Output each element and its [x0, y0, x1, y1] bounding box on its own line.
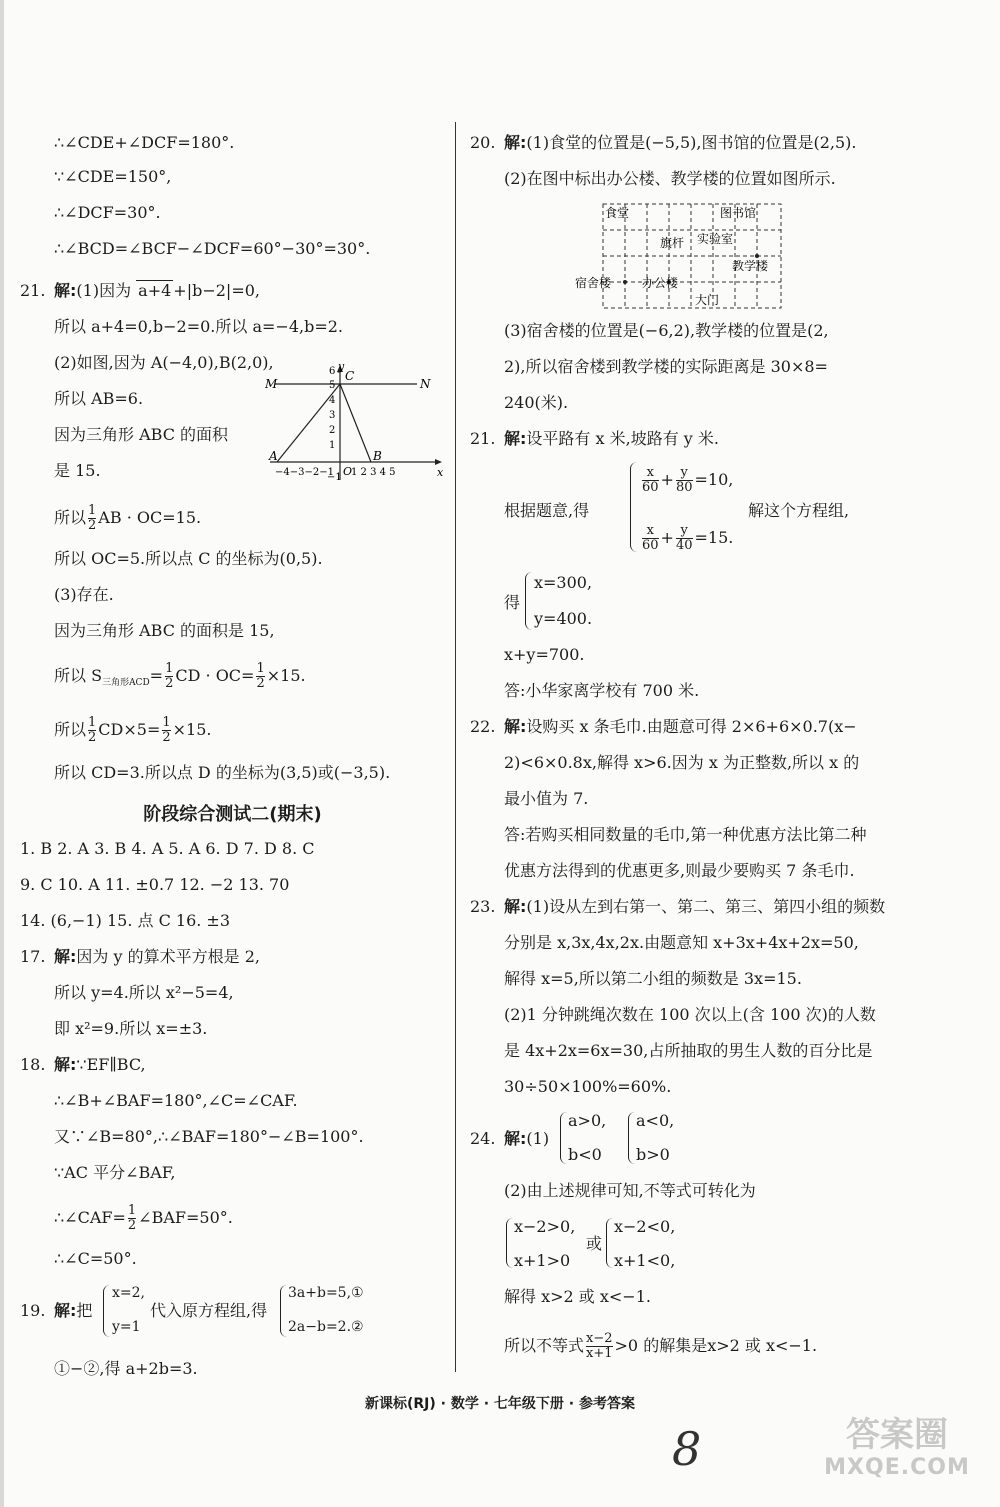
text-line: 根据题意,得 — [504, 501, 590, 520]
watermark-logo: 答案圈 MXQE.COM — [824, 1415, 970, 1480]
graph-label-A: A — [269, 449, 278, 463]
text-line: ∴∠CAF= $\frac{1}{2}$ ∠BAF=50°. — [54, 1203, 233, 1233]
question-number: 17. — [20, 947, 46, 966]
text-line: (2)由上述规律可知,不等式可转化为 — [504, 1181, 756, 1200]
text-line: 解:设购买 x 条毛巾.由题意可得 2×6+6×0.7(x− — [504, 717, 857, 736]
text-line: 解:因为 y 的算术平方根是 2, — [54, 947, 260, 966]
fraction: $\frac{1}{2}$ — [165, 661, 174, 691]
question-number: 24. — [470, 1129, 496, 1148]
text-line: 解:(1)设从左到右第一、第二、第三、第四小组的频数 — [504, 897, 886, 916]
map-label-library: 图书馆 — [720, 206, 757, 220]
text-line: (2)如图,因为 A(−4,0),B(2,0), — [54, 353, 274, 372]
text-line: ∴∠DCF=30°. — [54, 203, 161, 222]
text-line: 解:∵EF∥BC, — [54, 1055, 146, 1074]
text-line: (3)存在. — [54, 585, 114, 604]
fraction: $\frac{1}{2}$ — [88, 715, 97, 745]
equation: x+1>0 — [514, 1251, 571, 1270]
question-number: 19. — [20, 1301, 46, 1320]
graph-y-tick: 6 — [329, 366, 336, 377]
fraction: $\frac{1}{2}$ — [127, 1203, 137, 1233]
text-line: 所以 CD=3.所以点 D 的坐标为(3,5)或(−3,5). — [54, 763, 391, 782]
text-line: 代入原方程组,得 — [150, 1301, 268, 1320]
map-label-gate: 大门 — [695, 293, 720, 307]
campus-grid-map — [575, 200, 795, 312]
brace — [630, 462, 637, 552]
map-label-dorm: 宿舍楼 — [575, 276, 612, 290]
text-line: 解:(1)食堂的位置是(−5,5),图书馆的位置是(2,5). — [504, 133, 857, 152]
equation: 2a−b=2.② — [288, 1319, 364, 1335]
brace — [280, 1285, 287, 1337]
text-line: 分别是 x,3x,4x,2x.由题意知 x+3x+4x+2x=50, — [504, 933, 859, 952]
graph-x-ticks-pos: 1 2 3 4 5 — [351, 467, 396, 478]
fraction: $\frac{1}{2}$ — [162, 715, 171, 745]
brace — [506, 1218, 513, 1268]
graph-x-label: x — [437, 466, 444, 479]
graph-x-ticks-neg: −4−3−2−1 — [275, 467, 334, 478]
text-line: (2)在图中标出办公楼、教学楼的位置如图所示. — [504, 169, 836, 188]
text-line: 又∵∠B=80°,∴∠BAF=180°−∠B=100°. — [54, 1127, 364, 1146]
text-line: (2)1 分钟跳绳次数在 100 次以上(含 100 次)的人数 — [504, 1005, 876, 1024]
answer-line: 9. C 10. A 11. ±0.7 12. −2 13. 70 — [20, 875, 290, 894]
text-line: (3)宿舍楼的位置是(−6,2),教学楼的位置是(2, — [504, 321, 829, 340]
text-line: 优惠方法得到的优惠更多,则最少要购买 7 条毛巾. — [504, 861, 855, 880]
equation: 3a+b=5,① — [288, 1285, 364, 1301]
fraction: $\frac{1}{2}$ — [88, 503, 97, 533]
text-line: 或 — [586, 1234, 603, 1253]
column-divider — [455, 122, 456, 1372]
text-line: 因为三角形 ABC 的面积是 15, — [54, 621, 275, 640]
text-line: 30÷50×100%=60%. — [504, 1077, 672, 1096]
text-line: 解:(1)因为 a+4 +|b−2|=0, — [54, 281, 260, 300]
text-line: ①−②,得 a+2b=3. — [54, 1359, 198, 1378]
text-line: 即 x²=9.所以 x=±3. — [54, 1019, 208, 1038]
fraction: $\frac{1}{2}$ — [256, 661, 265, 691]
equation: b>0 — [636, 1145, 670, 1164]
question-number: 23. — [470, 897, 496, 916]
text-line: 是 4x+2x=6x=30,占所抽取的男生人数的百分比是 — [504, 1041, 873, 1060]
text-line: 所以 y=4.所以 x²−5=4, — [54, 983, 234, 1002]
question-number: 21. — [20, 281, 46, 300]
brace — [560, 1112, 567, 1164]
text-line: 答:若购买相同数量的毛巾,第一种优惠方法比第二种 — [504, 825, 867, 844]
text-line: 答:小华家离学校有 700 米. — [504, 681, 700, 700]
graph-label-C: C — [345, 369, 355, 383]
section-title: 阶段综合测试二(期末) — [143, 804, 322, 825]
equation: y=400. — [534, 609, 593, 628]
page-number: 8 — [672, 1422, 702, 1476]
equation: x=2, — [112, 1285, 145, 1301]
graph-y-tick: 3 — [329, 410, 336, 421]
question-number: 20. — [470, 133, 496, 152]
binding-edge — [0, 0, 4, 1507]
text-line: 所以不等式 $\frac{x-2}{x+1}$ >0 的解集是x>2 或 x<−1. — [504, 1331, 818, 1361]
graph-label-N: N — [420, 377, 431, 391]
text-line: ∴∠BCD=∠BCF−∠DCF=60°−30°=30°. — [54, 239, 371, 258]
equation: $\frac{x}{60}$ + $\frac{y}{80}$ =10, — [642, 465, 734, 495]
answer-line: 14. (6,−1) 15. 点 C 16. ±3 — [20, 911, 231, 930]
graph-label-O: O — [343, 465, 353, 478]
equation: x−2>0, — [514, 1217, 576, 1236]
text-line: 240(米). — [504, 393, 569, 412]
text-line: 解:设平路有 x 米,坡路有 y 米. — [504, 429, 719, 448]
coordinate-graph — [265, 362, 445, 487]
equation: a>0, — [568, 1111, 607, 1130]
graph-y-tick: −1 — [327, 472, 342, 483]
map-label-teaching: 教学楼 — [732, 259, 769, 273]
brace — [606, 1218, 613, 1268]
equation: y=1 — [112, 1319, 141, 1335]
text-line: ∴∠B+∠BAF=180°,∠C=∠CAF. — [54, 1091, 298, 1110]
text-line: 是 15. — [54, 461, 101, 480]
text-line: 解得 x=5,所以第二小组的频数是 3x=15. — [504, 969, 802, 988]
text-line: 所以 $\frac{1}{2}$ CD×5= $\frac{1}{2}$ ×15. — [54, 715, 212, 745]
text-line: ∴∠CDE+∠DCF=180°. — [54, 133, 235, 152]
text-line: 所以 a+4=0,b−2=0.所以 a=−4,b=2. — [54, 317, 344, 336]
text-line: 所以 AB=6. — [54, 389, 144, 408]
answer-line: 1. B 2. A 3. B 4. A 5. A 6. D 7. D 8. C — [20, 839, 315, 858]
map-label-lab: 实验室 — [697, 232, 734, 246]
equation: x+1<0, — [614, 1251, 676, 1270]
graph-y-tick: 1 — [329, 440, 336, 451]
text-line: ∵AC 平分∠BAF, — [54, 1163, 176, 1182]
brace — [628, 1112, 635, 1164]
page-footer: 新课标(RJ) · 数学 · 七年级下册 · 参考答案 — [365, 1396, 635, 1412]
equation: $\frac{x}{60}$ + $\frac{y}{40}$ =15. — [642, 523, 734, 553]
text-line: ∵∠CDE=150°, — [54, 167, 172, 186]
text-line: 解得 x>2 或 x<−1. — [504, 1287, 651, 1306]
equation: x=300, — [534, 573, 593, 592]
map-label-canteen: 食堂 — [605, 206, 630, 220]
text-line: 所以 OC=5.所以点 C 的坐标为(0,5). — [54, 549, 323, 568]
text-line: 最小值为 7. — [504, 789, 589, 808]
equation: a<0, — [636, 1111, 675, 1130]
text-line: ∴∠C=50°. — [54, 1249, 137, 1268]
question-number: 22. — [470, 717, 496, 736]
graph-y-label: y — [338, 362, 345, 373]
graph-label-B: B — [373, 449, 382, 463]
sqrt-radicand: a+4 — [138, 281, 172, 300]
brace — [103, 1285, 110, 1337]
text-line: 所以 $S_{三角形ACD}=$ $\frac{1}{2}$ CD · OC= $\frac{1}{2}$ ×15. — [54, 661, 306, 691]
text-line: 解这个方程组, — [748, 501, 850, 520]
fraction: $\frac{x-2}{x+1}$ — [586, 1331, 613, 1361]
map-label-flagpole: 旗杆 — [660, 236, 685, 250]
text-line: 得 — [504, 593, 521, 612]
graph-y-tick: 5 — [329, 380, 336, 391]
text-line: 解:把 — [54, 1301, 93, 1320]
text-line: 解:(1) — [504, 1129, 550, 1148]
text-line: 2)<6×0.8x,解得 x>6.因为 x 为正整数,所以 x 的 — [504, 753, 860, 772]
text-line: 所以 $\frac{1}{2}$ AB · OC=15. — [54, 503, 202, 533]
text-line: 因为三角形 ABC 的面积 — [54, 425, 229, 444]
equation: x−2<0, — [614, 1217, 676, 1236]
text-line: x+y=700. — [504, 645, 585, 664]
question-number: 21. — [470, 429, 496, 448]
map-label-office: 办公楼 — [642, 276, 679, 290]
graph-y-tick: 2 — [329, 425, 336, 436]
question-number: 18. — [20, 1055, 46, 1074]
brace — [525, 572, 532, 630]
equation: b<0 — [568, 1145, 602, 1164]
graph-label-M: M — [265, 377, 278, 391]
graph-y-tick: 4 — [329, 395, 336, 406]
text-line: 2),所以宿舍楼到教学楼的实际距离是 30×8= — [504, 357, 828, 376]
